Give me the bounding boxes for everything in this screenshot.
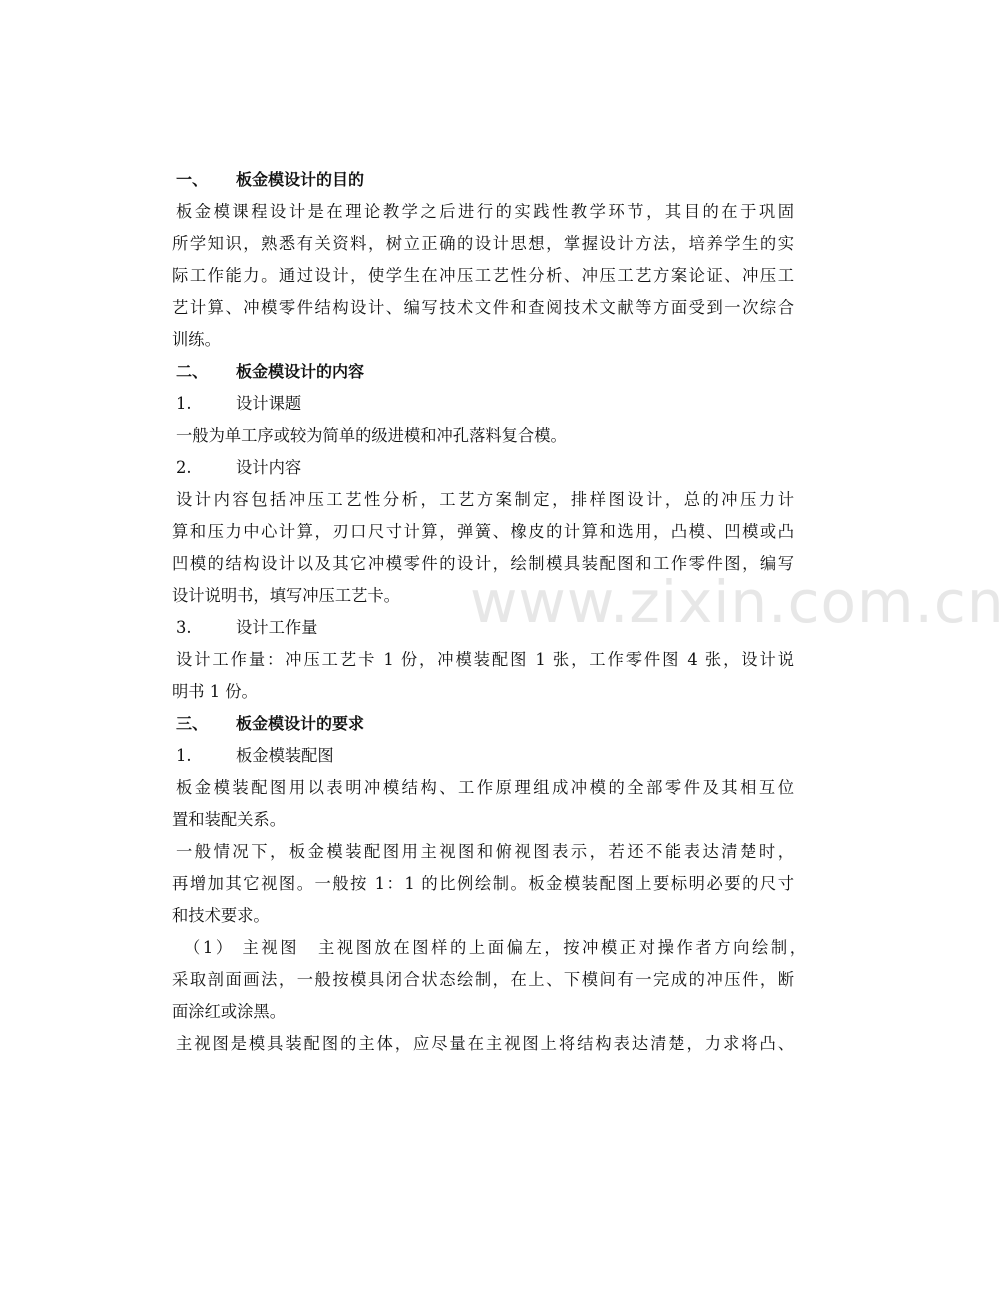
- subheading-title: 设计内容: [236, 458, 302, 477]
- section-heading-1: [176, 164, 794, 196]
- subheading-number: 1.: [176, 746, 192, 765]
- subheading-number: 3.: [176, 618, 192, 637]
- paragraph-line: 凹模的结构设计以及其它冲模零件的设计，绘制模具装配图和工作零件图，编写: [172, 554, 794, 573]
- paragraph-line: 明书 1 份。: [172, 682, 258, 701]
- subheading-1: [176, 388, 794, 420]
- paragraph-line: 一般为单工序或较为简单的级进模和冲孔落料复合模。: [176, 426, 567, 445]
- subheading-title: 板金模装配图: [236, 746, 334, 765]
- paragraph-line: 置和装配关系。: [172, 810, 286, 829]
- heading-title: 板金模设计的内容: [236, 362, 365, 381]
- paragraph-line: 际工作能力。通过设计，使学生在冲压工艺性分析、冲压工艺方案论证、冲压工: [172, 266, 794, 285]
- section-heading-2: [176, 356, 794, 388]
- subheading-number: 1.: [176, 394, 192, 413]
- heading-title: 板金模设计的要求: [236, 714, 365, 733]
- subheading-number: 2.: [176, 458, 192, 477]
- subheading-1: [176, 740, 794, 772]
- subheading-title: 设计工作量: [236, 618, 318, 637]
- paragraph-line: 再增加其它视图。一般按 1：1 的比例绘制。板金模装配图上要标明必要的尺寸: [172, 874, 794, 893]
- paragraph-line: 设计内容包括冲压工艺性分析，工艺方案制定，排样图设计，总的冲压力计: [176, 490, 794, 509]
- heading-number: 一、: [176, 170, 209, 189]
- paragraph-line: 设计说明书，填写冲压工艺卡。: [172, 586, 400, 605]
- paragraph-line: 板金模装配图用以表明冲模结构、工作原理组成冲模的全部零件及其相互位: [176, 778, 794, 797]
- heading-title: 板金模设计的目的: [236, 170, 365, 189]
- paragraph-line: 面涂红或涂黑。: [172, 1002, 286, 1021]
- paragraph-line: 所学知识，熟悉有关资料，树立正确的设计思想，掌握设计方法，培养学生的实: [172, 234, 794, 253]
- paragraph-line: 艺计算、冲模零件结构设计、编写技术文件和查阅技术文献等方面受到一次综合: [172, 298, 794, 317]
- subheading-3: [176, 612, 794, 644]
- subheading-title: 设计课题: [236, 394, 302, 413]
- paragraph-line: （1） 主视图 主视图放在图样的上面偏左，按冲模正对操作者方向绘制，: [184, 938, 806, 957]
- paragraph-line: 一般情况下，板金模装配图用主视图和俯视图表示，若还不能表达清楚时，: [176, 842, 794, 861]
- section-heading-3: [176, 708, 794, 740]
- subheading-2: [176, 452, 794, 484]
- paragraph-line: 板金模课程设计是在理论教学之后进行的实践性教学环节，其目的在于巩固: [176, 202, 794, 221]
- paragraph-line: 算和压力中心计算，刃口尺寸计算，弹簧、橡皮的计算和选用，凸模、凹模或凸: [172, 522, 794, 541]
- watermark: www.zixin.com.cn: [470, 568, 1005, 636]
- paragraph-line: 设计工作量：冲压工艺卡 1 份，冲模装配图 1 张，工作零件图 4 张，设计说: [176, 650, 794, 669]
- document-body: [172, 164, 806, 1060]
- paragraph-line: 采取剖面画法，一般按模具闭合状态绘制，在上、下模间有一完成的冲压件，断: [172, 970, 794, 989]
- heading-number: 三、: [176, 714, 209, 733]
- paragraph-line: 和技术要求。: [172, 906, 270, 925]
- heading-number: 二、: [176, 362, 209, 381]
- paragraph-line: 主视图是模具装配图的主体，应尽量在主视图上将结构表达清楚，力求将凸、: [176, 1034, 794, 1053]
- paragraph-line: 训练。: [172, 330, 221, 349]
